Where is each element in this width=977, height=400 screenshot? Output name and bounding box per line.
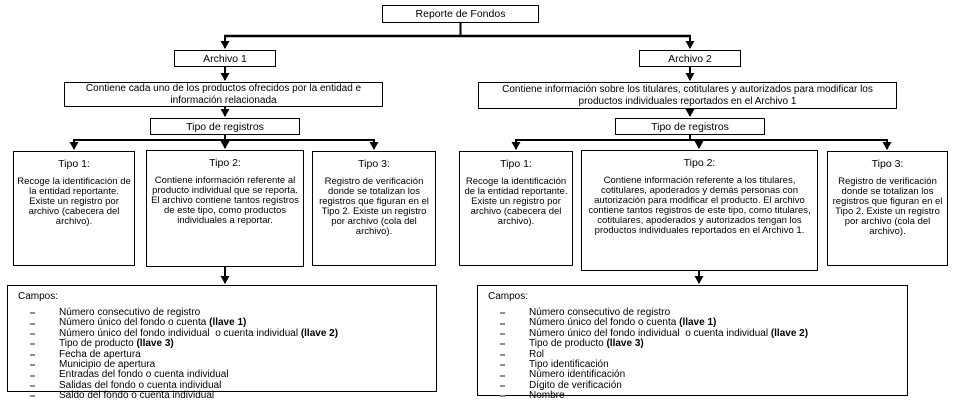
campo-text-bold: (llave 2) <box>300 327 339 339</box>
dash-bullet-icon <box>30 385 35 387</box>
dash-bullet-icon <box>500 354 505 356</box>
tipo-1-body: Recoge la identificación de la entidad reportante. Existe un registro por archivo (cabecera del archivo). <box>17 176 131 228</box>
campo-text-main: Tipo de producto <box>529 338 607 350</box>
campo-text-bold: (llave 3) <box>606 338 644 350</box>
archivo-2-box: Archivo 2 <box>639 50 741 67</box>
tipo-2-title: Tipo 2: <box>683 157 716 169</box>
dash-bullet-icon <box>500 333 505 335</box>
campo-text-main: Saldo del fondo o cuenta individual <box>59 390 215 400</box>
archivo-2-tipo-1-box <box>459 151 573 266</box>
campo-text-main: Número único del fondo o cuenta <box>59 317 210 329</box>
campo-text-main: Número consecutivo de registro <box>529 307 671 318</box>
tipo-2-body: Contiene información referente a los titulares, cotitulares, apoderados y demás personas con autorización para modificar el producto. El archivo contiene tantos registros de este tipo, como titulares, cotitulares, apoderados y autorizados tengan los productos individuales reportados en el Archivo 1. <box>588 175 811 237</box>
campo-text-main: Número único del fondo individual o cuenta individual <box>529 327 771 339</box>
dash-bullet-icon <box>30 343 35 345</box>
reporte-de-fondos-box: Reporte de Fondos <box>382 5 539 23</box>
campo-text-main: Tipo identificación <box>529 358 609 370</box>
dash-bullet-icon <box>500 385 505 387</box>
campo-item <box>500 339 897 349</box>
campo-text-bold: (llave 3) <box>136 338 174 350</box>
archivo-1-tipo-2-box <box>146 150 304 267</box>
archivo-1-tipo-1-box <box>13 151 135 266</box>
dash-bullet-icon <box>30 395 35 397</box>
campo-text-main: Salidas del fondo o cuenta individual <box>59 379 222 391</box>
tipo-3-body: Registro de verificación donde se totalizan los registros que figuran en el Tipo 2. Existe un registro por archivo (cola del archivo). <box>319 176 429 238</box>
dash-bullet-icon <box>500 312 505 314</box>
campo-text-bold: (llave 1) <box>209 317 247 329</box>
dash-bullet-icon <box>30 375 35 377</box>
campo-item <box>500 391 897 400</box>
campo-text-main: Dígito de verificación <box>529 379 622 391</box>
campo-text-main: Fecha de apertura <box>59 348 141 360</box>
campo-text <box>529 339 644 349</box>
tipo-2-title: Tipo 2: <box>209 157 241 169</box>
campos-heading: Campos: <box>18 291 59 302</box>
campo-item <box>30 391 426 400</box>
archivo-2-tipo-2-box <box>581 150 818 271</box>
campo-text-main: Número identificación <box>529 369 626 381</box>
archivo-1-campos-box <box>7 285 437 400</box>
campo-text <box>529 391 565 400</box>
dash-bullet-icon <box>500 364 505 366</box>
dash-bullet-icon <box>500 375 505 377</box>
dash-bullet-icon <box>30 312 35 314</box>
dash-bullet-icon <box>30 323 35 325</box>
tipo-3-body: Registro de verificación donde se totalizan los registros que figuran en el Tipo 2. Existe un registro por archivo (cola del archivo). <box>832 176 943 238</box>
tipo-2-body: Contiene información referente al producto individual que se reporta. El archivo contiene tantos registros de este tipo, como productos individuales a reportar. <box>151 175 299 227</box>
campo-text-main: Rol <box>529 348 545 360</box>
campo-text-main: Número único del fondo o cuenta <box>529 317 680 329</box>
tipo-1-body: Recoge la identificación de la entidad reportante. Existe un registro por archivo (cabecera del archivo). <box>464 176 568 228</box>
archivo-2-tipo-3-box <box>827 151 948 266</box>
archivo-1-box: Archivo 1 <box>174 50 276 67</box>
campos-list <box>18 308 426 400</box>
dash-bullet-icon <box>30 333 35 335</box>
campo-text <box>59 391 214 400</box>
tipo-3-title: Tipo 3: <box>871 158 904 170</box>
campo-text-main: Entradas del fondo o cuenta individual <box>59 369 229 381</box>
campo-text-main: Municipio de apertura <box>59 358 156 370</box>
archivo-1-tipo-3-box <box>312 151 436 266</box>
archivo-2-description-box: Contiene información sobre los titulares, cotitulares y autorizados para modificar los productos individuales reportados en el Archivo 1 <box>478 82 897 109</box>
campo-text-main: Número único del fondo individual o cuenta individual <box>59 327 301 339</box>
dash-bullet-icon <box>30 364 35 366</box>
campos-list <box>488 308 897 400</box>
campo-text-main: Nombre <box>529 390 565 400</box>
campo-text-main: Tipo de producto <box>59 338 137 350</box>
tipo-1-title: Tipo 1: <box>58 158 90 170</box>
dash-bullet-icon <box>500 323 505 325</box>
tipo-1-title: Tipo 1: <box>500 158 532 170</box>
archivo-2-tipo-de-registros-box: Tipo de registros <box>615 118 765 135</box>
archivo-1-tipo-de-registros-box: Tipo de registros <box>150 118 300 135</box>
dash-bullet-icon <box>30 354 35 356</box>
campo-text-bold: (llave 1) <box>679 317 717 329</box>
dash-bullet-icon <box>500 395 505 397</box>
campos-heading: Campos: <box>488 291 529 302</box>
tipo-3-title: Tipo 3: <box>358 158 390 170</box>
dash-bullet-icon <box>500 343 505 345</box>
archivo-1-description-box: Contiene cada uno de los productos ofrecidos por la entidad e información relacionada <box>64 82 383 107</box>
campo-text-bold: (llave 2) <box>770 327 809 339</box>
archivo-2-campos-box <box>477 285 908 400</box>
campo-text-main: Número consecutivo de registro <box>59 307 201 318</box>
